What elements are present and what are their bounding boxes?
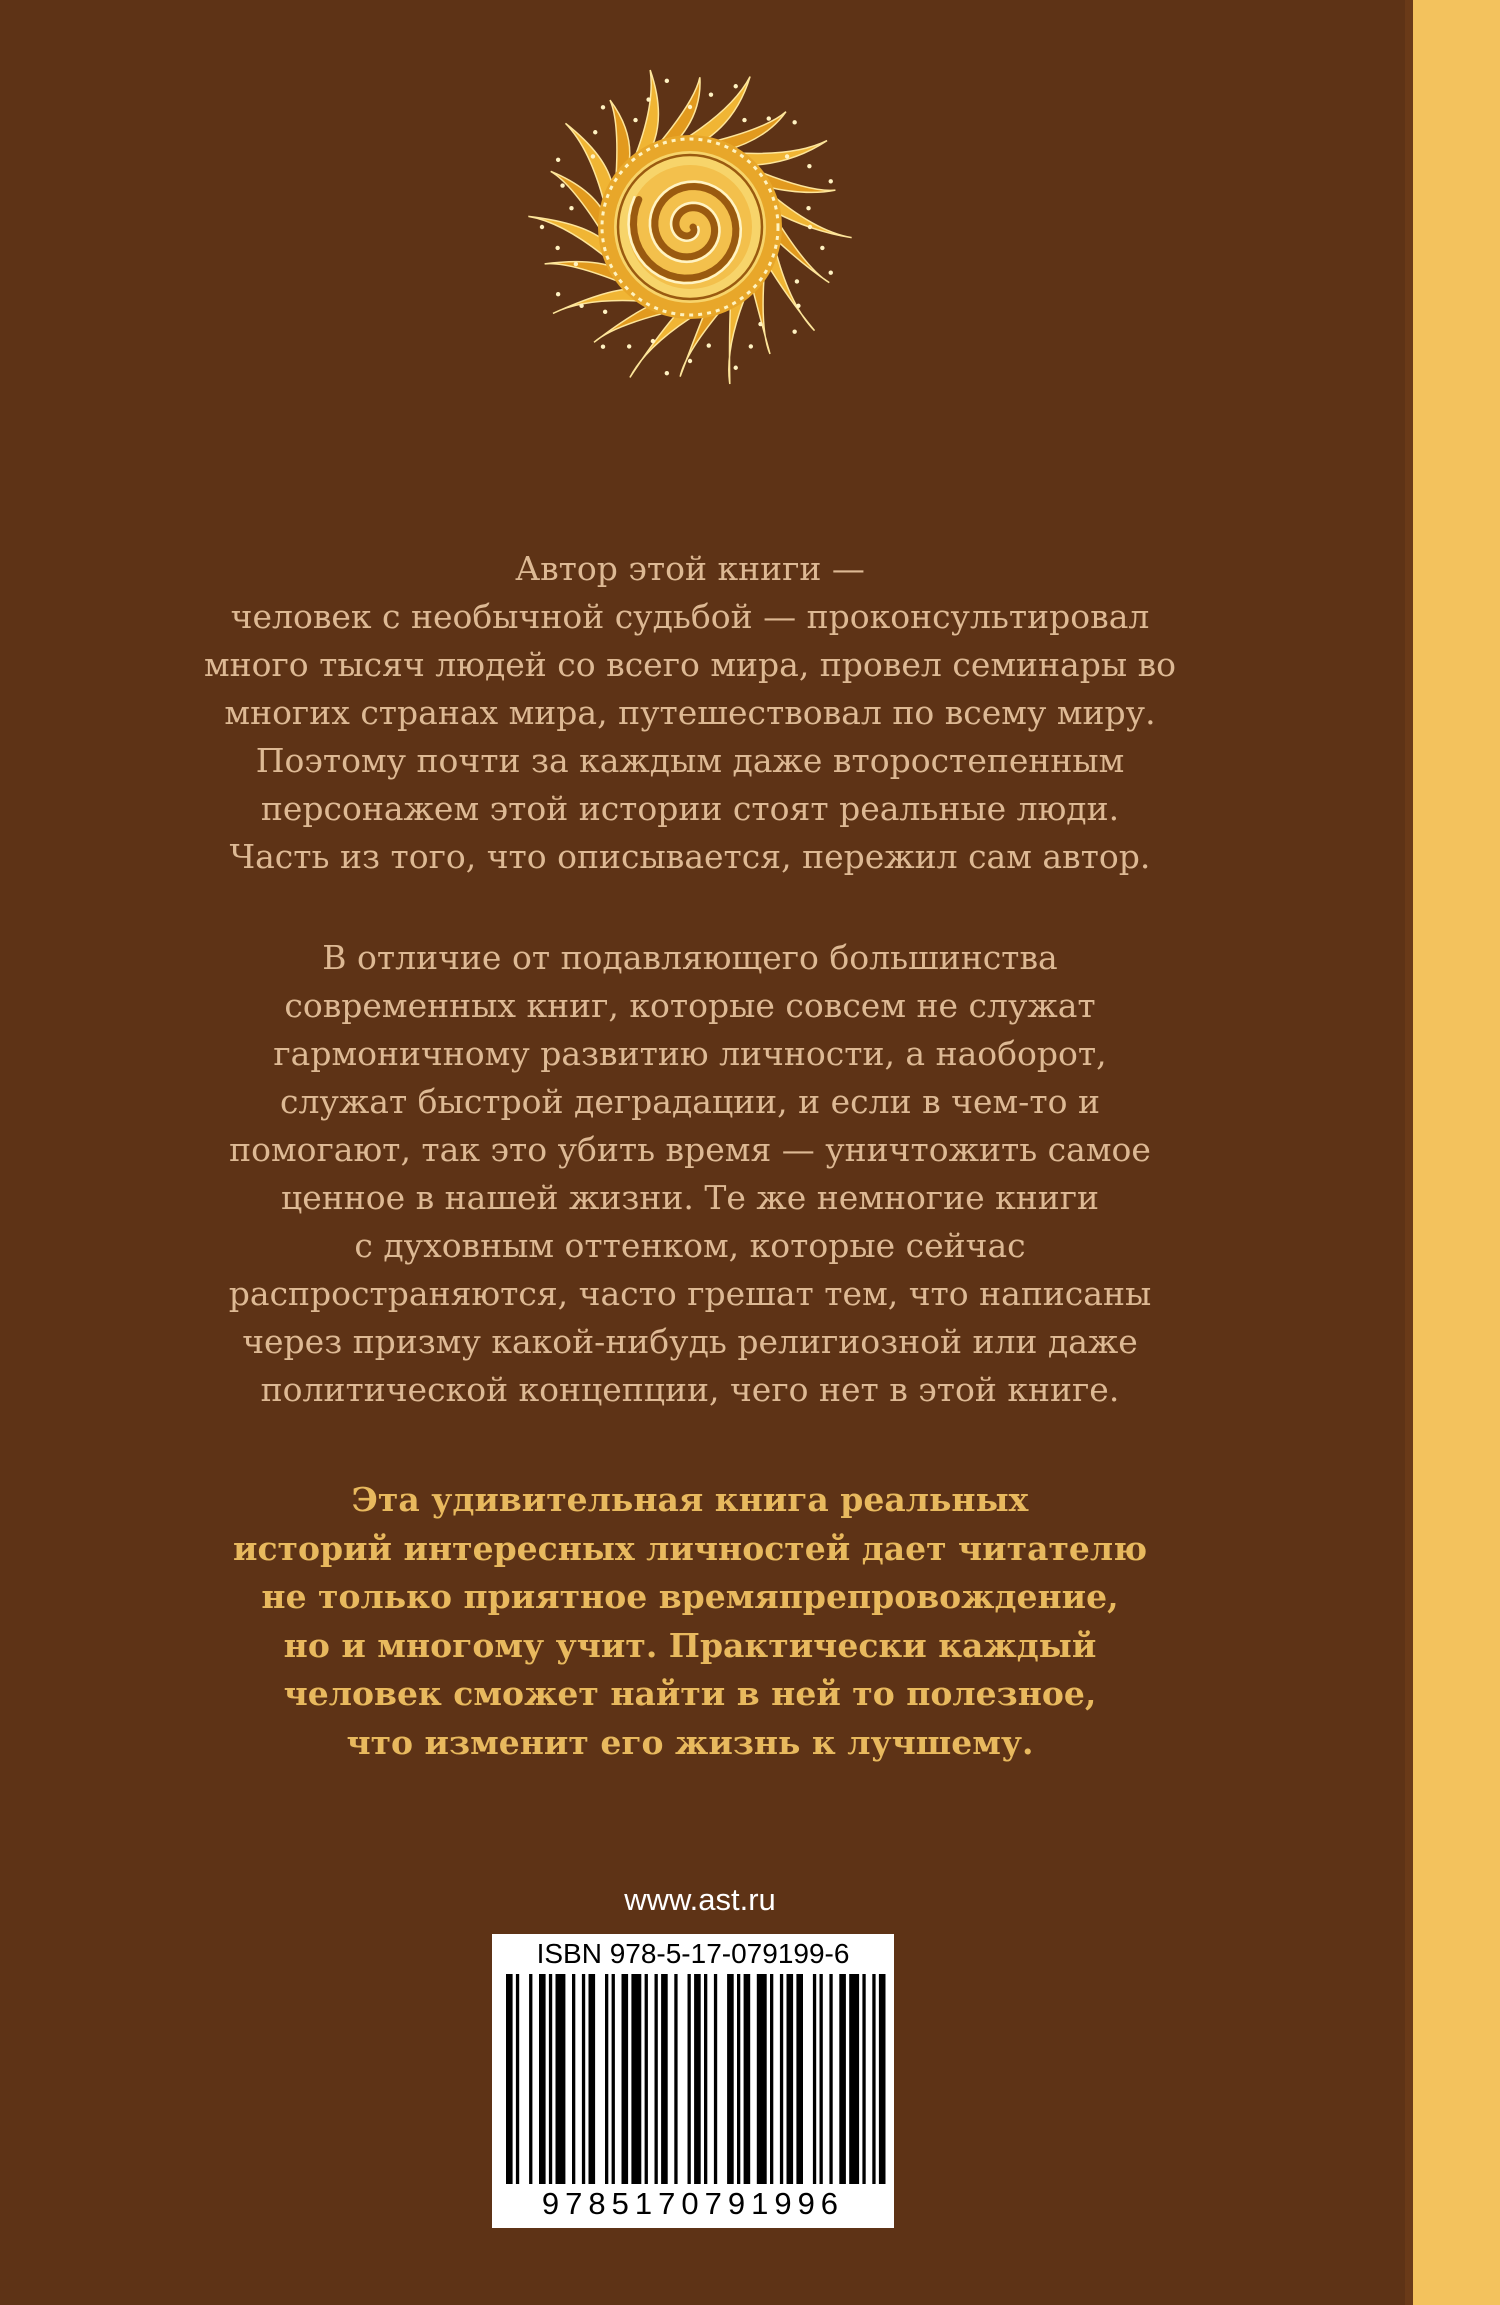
sun-sparkle bbox=[556, 158, 560, 162]
barcode-bar bbox=[829, 1974, 832, 2184]
barcode-bar bbox=[674, 1974, 677, 2184]
paragraph-line: человек сможет найти в ней то полезное, bbox=[283, 1674, 1097, 1713]
sun-sparkle bbox=[556, 292, 560, 296]
barcode-bar bbox=[556, 1974, 566, 2184]
description-paragraph-1 bbox=[160, 545, 1220, 881]
sun-sparkle bbox=[796, 304, 800, 308]
sun-sparkle bbox=[734, 84, 738, 88]
sun-sparkle bbox=[579, 304, 583, 308]
barcode-bar bbox=[757, 1974, 767, 2184]
paragraph-line: помогают, так это убить время — уничтожить самое bbox=[229, 1130, 1151, 1169]
sun-sparkle bbox=[795, 279, 799, 283]
paragraph-line: Автор этой книги — bbox=[515, 549, 865, 588]
paragraph-line: персонажем этой истории стоят реальные люди. bbox=[260, 789, 1120, 828]
sun-sparkle bbox=[560, 183, 564, 187]
sun-sparkle bbox=[820, 246, 824, 250]
barcode-bar bbox=[582, 1974, 585, 2184]
sun-sparkle bbox=[665, 371, 669, 375]
highlight-paragraph bbox=[160, 1476, 1220, 1767]
sun-sparkle bbox=[807, 164, 811, 168]
sun-sparkle bbox=[601, 345, 605, 349]
barcode-bar bbox=[661, 1974, 668, 2184]
sun-sparkle bbox=[758, 322, 762, 326]
sun-sparkle bbox=[808, 225, 812, 229]
paragraph-line: историй интересных личностей дает читателю bbox=[232, 1528, 1148, 1568]
barcode-bar bbox=[744, 1974, 751, 2184]
barcode-bar bbox=[770, 1974, 773, 2184]
paragraph-line: не только приятное времяпрепровождение, bbox=[261, 1577, 1119, 1616]
barcode-bar bbox=[572, 1974, 575, 2184]
paragraph-line: В отличие от подавляющего большинства bbox=[322, 938, 1058, 977]
barcode-bar bbox=[622, 1974, 629, 2184]
paragraph-line: гармоничному развитию личности, а наоборот, bbox=[273, 1034, 1107, 1073]
paragraph-line: Часть из того, что описывается, пережил сам автор. bbox=[229, 837, 1151, 876]
barcode-bar bbox=[839, 1974, 846, 2184]
sun-sparkle bbox=[688, 359, 692, 363]
barcode-bar bbox=[529, 1974, 532, 2184]
isbn-label: ISBN 978-5-17-079199-6 bbox=[536, 1938, 850, 1969]
barcode-bar bbox=[645, 1974, 648, 2184]
barcode-bar bbox=[796, 1974, 803, 2184]
barcode-bar bbox=[787, 1974, 794, 2184]
sun-sparkle bbox=[593, 130, 597, 134]
barcode-bar bbox=[549, 1974, 552, 2184]
paragraph-line: многих странах мира, путешествовал по всему миру. bbox=[224, 693, 1156, 732]
sun-sparkle bbox=[707, 343, 711, 347]
barcode-bar bbox=[813, 1974, 816, 2184]
sun-sparkle bbox=[603, 310, 607, 314]
sun-sparkle bbox=[688, 105, 692, 109]
sun-sparkle bbox=[829, 271, 833, 275]
sun-sparkle bbox=[665, 79, 669, 83]
paragraph-line: через призму какой-нибудь религиозной или даже bbox=[242, 1322, 1138, 1361]
paragraph-line: с духовным оттенком, которые сейчас bbox=[354, 1226, 1026, 1265]
spine-divider bbox=[1405, 0, 1413, 2305]
paragraph-line: распространяются, часто грешат тем, что написаны bbox=[228, 1274, 1152, 1313]
sun-sparkle bbox=[792, 329, 796, 333]
paragraph-line: современных книг, которые совсем не служат bbox=[284, 986, 1096, 1025]
sun-sparkle bbox=[734, 366, 738, 370]
sun-sparkle bbox=[574, 262, 578, 266]
paragraph-line: много тысяч людей со всего мира, провел семинары во bbox=[203, 645, 1177, 684]
sun-sparkle bbox=[651, 339, 655, 343]
barcode-bar bbox=[872, 1974, 875, 2184]
paragraph-line: человек с необычной судьбой — проконсультировал bbox=[230, 597, 1150, 636]
sun-sparkle bbox=[792, 120, 796, 124]
sun-sparkle bbox=[742, 118, 746, 122]
barcode-bar bbox=[879, 1974, 886, 2184]
barcode-bar bbox=[631, 1974, 641, 2184]
barcode-bars bbox=[492, 1974, 894, 2188]
paragraph-line: служат быстрой деградации, и если в чем-то и bbox=[280, 1082, 1100, 1121]
barcode-bar bbox=[780, 1974, 783, 2184]
barcode-bar bbox=[820, 1974, 823, 2184]
sun-sparkle bbox=[829, 179, 833, 183]
sun-sparkle bbox=[555, 246, 559, 250]
paragraph-line: но и многому учит. Практически каждый bbox=[283, 1625, 1097, 1665]
barcode-digits: 9785170791996 bbox=[541, 2186, 845, 2221]
sun-sparkle bbox=[749, 344, 753, 348]
sun-sparkle bbox=[767, 116, 771, 120]
sun-sparkle bbox=[646, 97, 650, 101]
golden-sun-spiral-icon bbox=[520, 62, 860, 392]
barcode-bar bbox=[694, 1974, 701, 2184]
barcode-bar bbox=[862, 1974, 865, 2184]
sun-sparkle bbox=[785, 154, 789, 158]
barcode-bar bbox=[688, 1974, 691, 2184]
paragraph-line: Поэтому почти за каждым даже второстепенным bbox=[255, 741, 1125, 780]
paragraph-line: политической концепции, чего нет в этой книге. bbox=[260, 1370, 1120, 1409]
barcode-bar bbox=[737, 1974, 740, 2184]
barcode-bar bbox=[714, 1974, 717, 2184]
barcode-bar bbox=[589, 1974, 596, 2184]
sun-sparkle bbox=[569, 206, 573, 210]
barcode-bar bbox=[539, 1974, 546, 2184]
sun-ray bbox=[630, 311, 701, 377]
spine-strip bbox=[1413, 0, 1500, 2305]
isbn-barcode bbox=[492, 1934, 894, 2228]
paragraph-line: Эта удивительная книга реальных bbox=[351, 1480, 1029, 1519]
barcode-bar bbox=[605, 1974, 608, 2184]
paragraph-line: что изменит его жизнь к лучшему. bbox=[346, 1722, 1034, 1762]
sun-sparkle bbox=[806, 206, 810, 210]
description-paragraph-2 bbox=[160, 934, 1220, 1414]
sun-sparkle bbox=[709, 92, 713, 96]
sun-sparkle bbox=[601, 105, 605, 109]
sun-sparkle bbox=[633, 118, 637, 122]
barcode-bar bbox=[704, 1974, 707, 2184]
paragraph-line: ценное в нашей жизни. Те же немногие книги bbox=[280, 1178, 1100, 1217]
barcode-bar bbox=[506, 1974, 513, 2184]
barcode-bar bbox=[516, 1974, 519, 2184]
sun-sparkle bbox=[627, 344, 631, 348]
sun-sparkle bbox=[540, 225, 544, 229]
publisher-website: www.ast.ru bbox=[624, 1882, 776, 1917]
barcode-bar bbox=[727, 1974, 734, 2184]
barcode-bar bbox=[849, 1974, 859, 2184]
barcode-bar bbox=[612, 1974, 615, 2184]
sun-sparkle bbox=[591, 154, 595, 158]
barcode-bar bbox=[655, 1974, 658, 2184]
